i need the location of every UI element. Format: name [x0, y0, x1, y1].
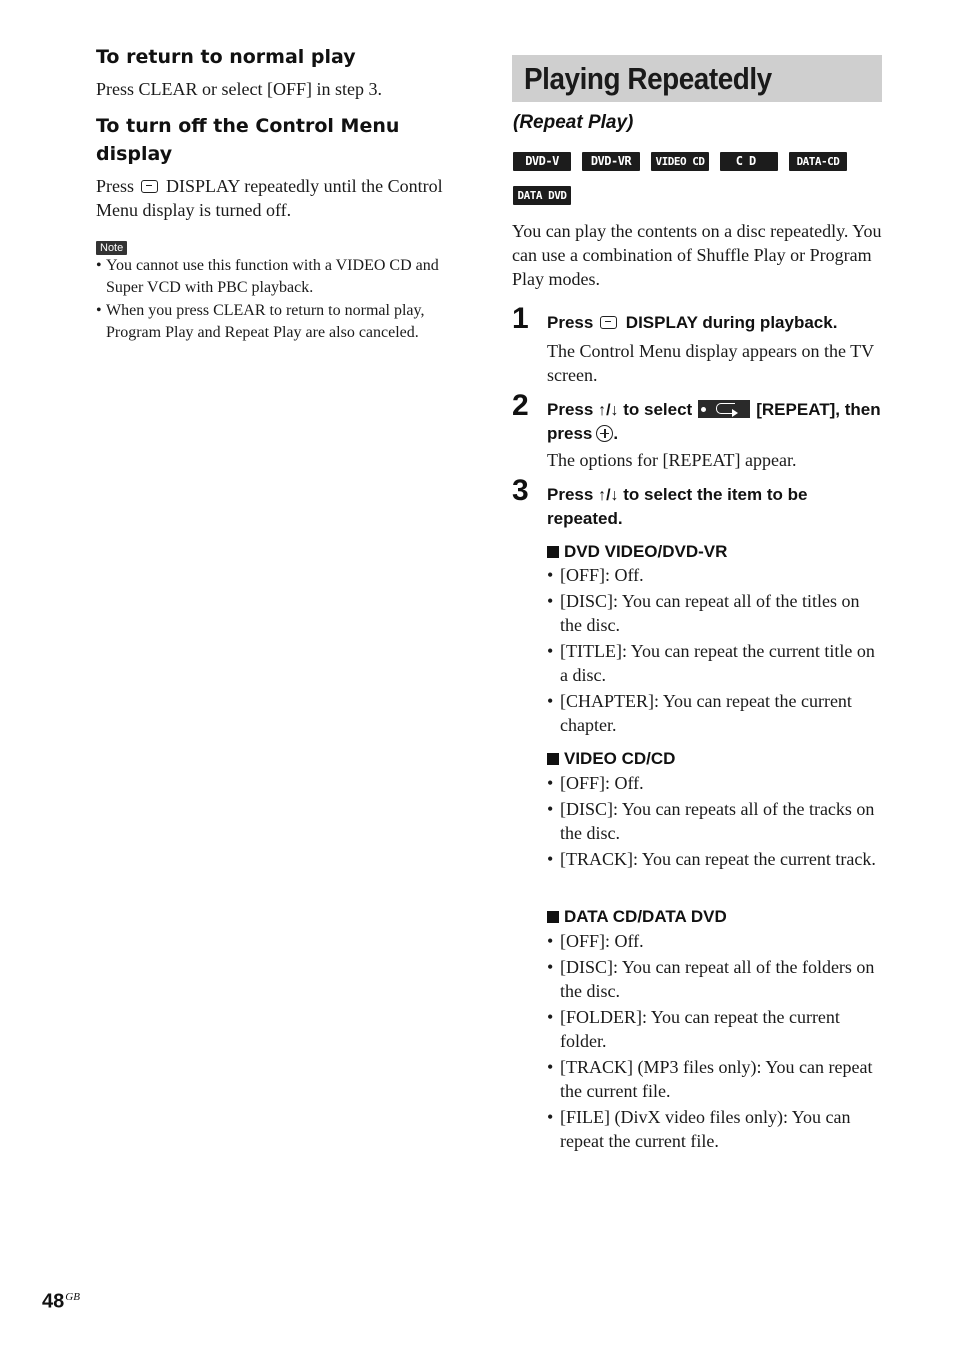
section-title: DVD VIDEO/DVD-VR — [564, 542, 728, 561]
option-list-video-cd — [547, 771, 882, 873]
step-number: 2 — [512, 389, 529, 422]
square-bullet-icon — [547, 546, 559, 558]
step-2-body: The options for [REPEAT] appear. — [547, 450, 797, 470]
turn-off-heading: To turn off the Control Menu display — [96, 115, 400, 165]
page-number-suffix: GB — [65, 1291, 80, 1303]
turn-off-text-after: DISPLAY repeatedly until the Control Menu display is turned off. — [96, 176, 443, 220]
list-item: • [FILE] (DivX video files only): You can repeat the current file. — [547, 1105, 882, 1153]
square-bullet-icon — [547, 753, 559, 765]
badge-cd: CD — [720, 152, 778, 171]
badge-dvd-vr: DVD-VR — [582, 152, 640, 171]
badge-dvd-v: DVD-V — [513, 152, 571, 171]
step-number: 1 — [512, 302, 529, 335]
display-button-icon — [141, 180, 158, 193]
step-2-heading — [547, 398, 882, 445]
step-3-head-part2: to select the item to be repeated. — [547, 485, 808, 528]
step-3-heading — [547, 483, 877, 530]
note-item: • When you press CLEAR to return to normal play, Program Play and Repeat Play are also canceled. — [96, 300, 476, 344]
page-number — [42, 1287, 80, 1312]
turn-off-text-before: Press — [96, 176, 135, 196]
list-item: • [TRACK] (MP3 files only): You can repeat the current file. — [547, 1055, 882, 1103]
badge-data-dvd: DATA DVD — [513, 186, 571, 205]
option-list-data — [547, 929, 882, 1155]
list-item: • [FOLDER]: You can repeat the current folder. — [547, 1005, 882, 1053]
turn-off-text — [96, 174, 476, 222]
page-title — [512, 55, 882, 102]
list-item: • [OFF]: Off. — [547, 929, 882, 953]
section-heading-video-cd — [547, 748, 675, 770]
list-item: • [DISC]: You can repeats all of the tracks on the disc. — [547, 797, 882, 845]
note-item: • You cannot use this function with a VIDEO CD and Super VCD with PBC playback. — [96, 255, 476, 299]
display-button-icon — [600, 316, 617, 329]
list-item: • [CHAPTER]: You can repeat the current chapter. — [547, 689, 882, 737]
step-number: 3 — [512, 474, 529, 507]
badge-data-cd: DATA-CD — [789, 152, 847, 171]
repeat-icon — [698, 400, 750, 418]
section-heading-data — [547, 906, 727, 928]
list-item: • [TITLE]: You can repeat the current title on a disc. — [547, 639, 882, 687]
note-list — [96, 255, 476, 344]
option-list-dvd — [547, 563, 882, 739]
list-item: • [TRACK]: You can repeat the current track. — [547, 847, 882, 871]
note-block — [96, 238, 127, 256]
page-title-text: Playing Repeatedly — [524, 61, 772, 96]
list-item: • [OFF]: Off. — [547, 563, 882, 587]
list-item: • [OFF]: Off. — [547, 771, 882, 795]
up-down-arrows-icon: ↑/↓ — [598, 487, 619, 504]
section-title: DATA CD/DATA DVD — [564, 907, 727, 926]
section-title: VIDEO CD/CD — [564, 749, 676, 768]
page-subtitle: (Repeat Play) — [513, 112, 634, 133]
step-1-head-before: Press — [547, 313, 594, 332]
step-2-head-part2: to select — [623, 400, 693, 419]
section-heading-dvd — [547, 541, 727, 563]
normal-play-text: Press CLEAR or select [OFF] in step 3. — [96, 79, 382, 99]
intro-text: You can play the contents on a disc repeatedly. You can use a combination of Shuffle Play or Program Play modes. — [512, 221, 882, 289]
step-2-head-end: . — [613, 424, 619, 443]
step-2-head-part3: [REPEAT], then press — [547, 400, 881, 443]
page-number-value: 48 — [42, 1290, 65, 1313]
step-3-head-part1: Press — [547, 485, 594, 504]
step-1-head-after: DISPLAY during playback. — [625, 313, 838, 332]
up-down-arrows-icon: ↑/↓ — [598, 402, 619, 419]
enter-button-icon — [596, 425, 613, 442]
note-label: Note — [96, 241, 127, 255]
step-1-heading — [547, 311, 882, 334]
step-1-body: The Control Menu display appears on the TV screen. — [547, 341, 874, 385]
list-item: • [DISC]: You can repeat all of the folders on the disc. — [547, 955, 882, 1003]
step-2-head-part1: Press — [547, 400, 594, 419]
normal-play-heading: To return to normal play — [96, 46, 356, 68]
badge-video-cd: VIDEO CD — [651, 152, 709, 171]
list-item: • [DISC]: You can repeat all of the titles on the disc. — [547, 589, 882, 637]
square-bullet-icon — [547, 911, 559, 923]
